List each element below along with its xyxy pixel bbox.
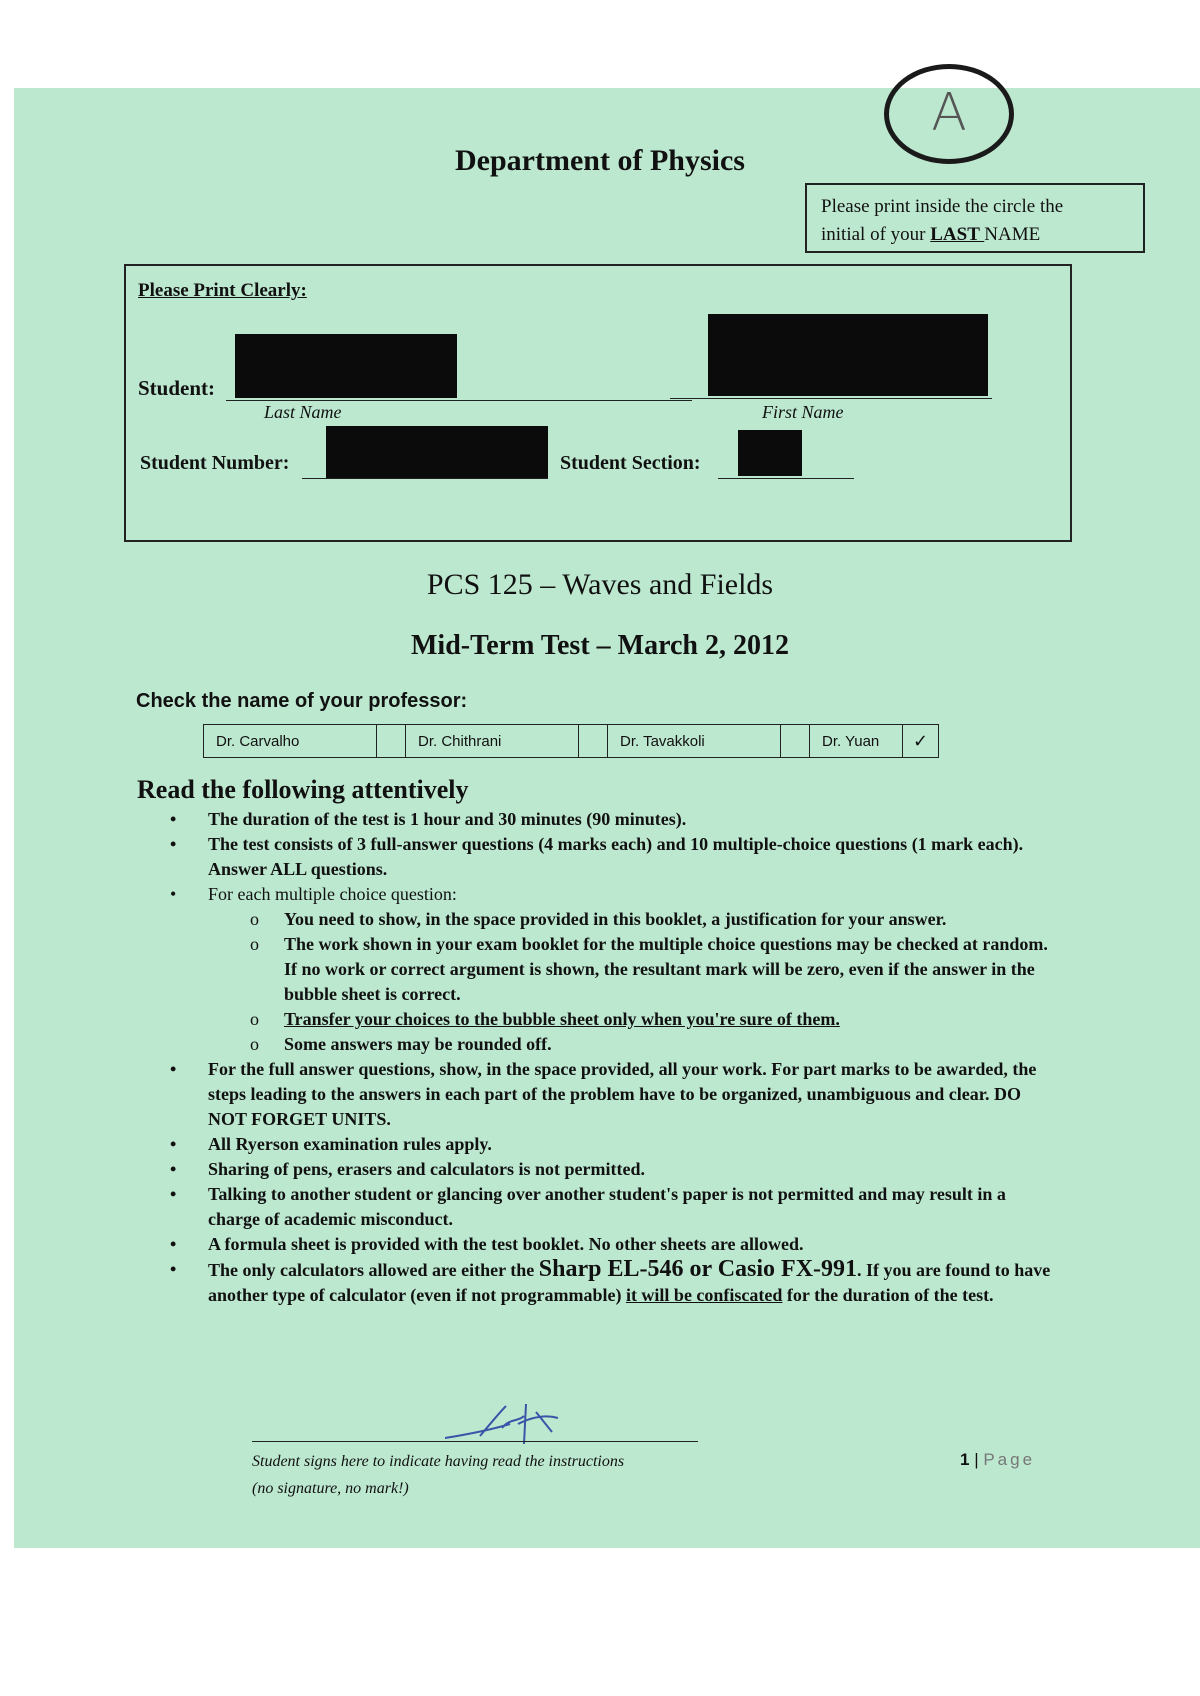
first-name-caption: First Name xyxy=(762,402,844,422)
calculator-models: Sharp EL-546 or Casio FX-991 xyxy=(538,1256,858,1282)
signature-line2: (no signature, no mark!) xyxy=(252,1480,409,1497)
professor-table xyxy=(203,724,939,758)
course-title: PCS 125 – Waves and Fields xyxy=(426,568,774,601)
student-section-field[interactable] xyxy=(718,478,854,479)
last-name-redacted xyxy=(235,334,457,398)
sub-item xyxy=(250,1007,1060,1032)
last-name-caption: Last Name xyxy=(264,402,342,422)
rule-item xyxy=(170,1257,1060,1308)
professor-checkbox[interactable] xyxy=(781,725,810,758)
student-number-field[interactable] xyxy=(302,478,548,479)
department-title: Department of Physics xyxy=(455,144,745,177)
professor-name: Dr. Yuan xyxy=(810,725,903,758)
rule-item: • The duration of the test is 1 hour and 30 minutes (90 minutes). xyxy=(170,807,1060,832)
page-label: Page xyxy=(983,1450,1036,1469)
first-name-field[interactable] xyxy=(670,398,992,399)
last-name-field[interactable] xyxy=(226,400,692,401)
initial-instruction-line1: Please print inside the circle the xyxy=(821,196,1064,217)
student-section-redacted xyxy=(738,430,802,476)
professor-checkbox[interactable] xyxy=(377,725,406,758)
initial-letter: A xyxy=(931,83,967,143)
rule-item xyxy=(170,882,1060,1057)
professor-name: Dr. Tavakkoli xyxy=(608,725,781,758)
instructions-heading: Read the following attentively xyxy=(137,775,469,804)
signature-field[interactable] xyxy=(252,1441,698,1442)
student-number-redacted xyxy=(326,426,548,478)
sub-item: o You need to show, in the space provided in this booklet, a justification for your answer. xyxy=(250,907,1060,932)
initial-instruction-last: LAST xyxy=(930,223,985,245)
sub-item-text: Transfer your choices to the bubble sheet only when you're sure of them. xyxy=(284,1009,840,1029)
rule-item-text: For the full answer questions, show, in the space provided, all your work. For part marks to be awarded, the steps leading to the answers in each part of the problem have to be organized, unambiguous and clear. xyxy=(208,1059,1037,1104)
sub-item: o Some answers may be rounded off. xyxy=(250,1032,1060,1057)
test-title: Mid-Term Test – March 2, 2012 xyxy=(411,630,789,661)
sub-item: o The work shown in your exam booklet for the multiple choice questions may be checked at random. If no work or correct argument is shown, the resultant mark will be zero, even if the answer in the bubble sheet is correct. xyxy=(250,932,1060,1007)
rule-item-underlined: it will be confiscated xyxy=(625,1285,783,1305)
rule-item: • Talking to another student or glancing over another student's paper is not permitted and may result in a charge of academic misconduct. xyxy=(170,1182,1060,1232)
rule-item-text: For each multiple choice question: xyxy=(208,884,457,904)
signature-instruction xyxy=(252,1448,624,1502)
rule-item: • All Ryerson examination rules apply. xyxy=(170,1132,1060,1157)
initial-instruction-name: NAME xyxy=(984,223,1041,245)
student-label: Student: xyxy=(138,376,216,400)
professor-checkbox[interactable] xyxy=(579,725,608,758)
professor-prompt: Check the name of your professor: xyxy=(136,690,468,712)
student-section-label: Student Section: xyxy=(560,452,701,474)
professor-name: Dr. Chithrani xyxy=(406,725,579,758)
signature-line1: Student signs here to indicate having read the instructions xyxy=(252,1453,625,1470)
rule-item-emphasis: DO NOT FORGET UNITS. xyxy=(208,1084,1022,1129)
initial-instruction-box xyxy=(805,183,1145,253)
rule-item-text: The only calculators allowed are either the xyxy=(208,1260,539,1280)
page-separator: | xyxy=(969,1450,984,1469)
instructions-list xyxy=(170,807,1060,1308)
rule-item-text: for the duration of the test. xyxy=(782,1285,994,1305)
rule-item: • The test consists of 3 full-answer questions (4 marks each) and 10 multiple-choice questions (1 mark each). Answer ALL questions. xyxy=(170,832,1060,882)
first-name-redacted xyxy=(708,314,988,396)
professor-checkbox-checked[interactable]: ✓ xyxy=(903,725,939,758)
professor-name: Dr. Carvalho xyxy=(204,725,377,758)
student-number-label: Student Number: xyxy=(140,452,290,474)
rule-item: • Sharing of pens, erasers and calculators is not permitted. xyxy=(170,1157,1060,1182)
initial-circle[interactable] xyxy=(884,64,1014,164)
student-info-box xyxy=(124,264,1072,542)
initial-instruction-line2a: initial of your xyxy=(821,223,931,245)
page-number: 1 xyxy=(960,1450,970,1469)
rule-item: • A formula sheet is provided with the test booklet. No other sheets are allowed. xyxy=(170,1232,1060,1257)
rule-item-text: . If you are found to have another type of calculator (even if not programmable) xyxy=(208,1260,1051,1305)
rule-item xyxy=(170,1057,1060,1132)
mc-sublist xyxy=(208,907,1060,1057)
print-clearly-heading: Please Print Clearly: xyxy=(138,280,307,301)
page-footer xyxy=(960,1450,1035,1470)
